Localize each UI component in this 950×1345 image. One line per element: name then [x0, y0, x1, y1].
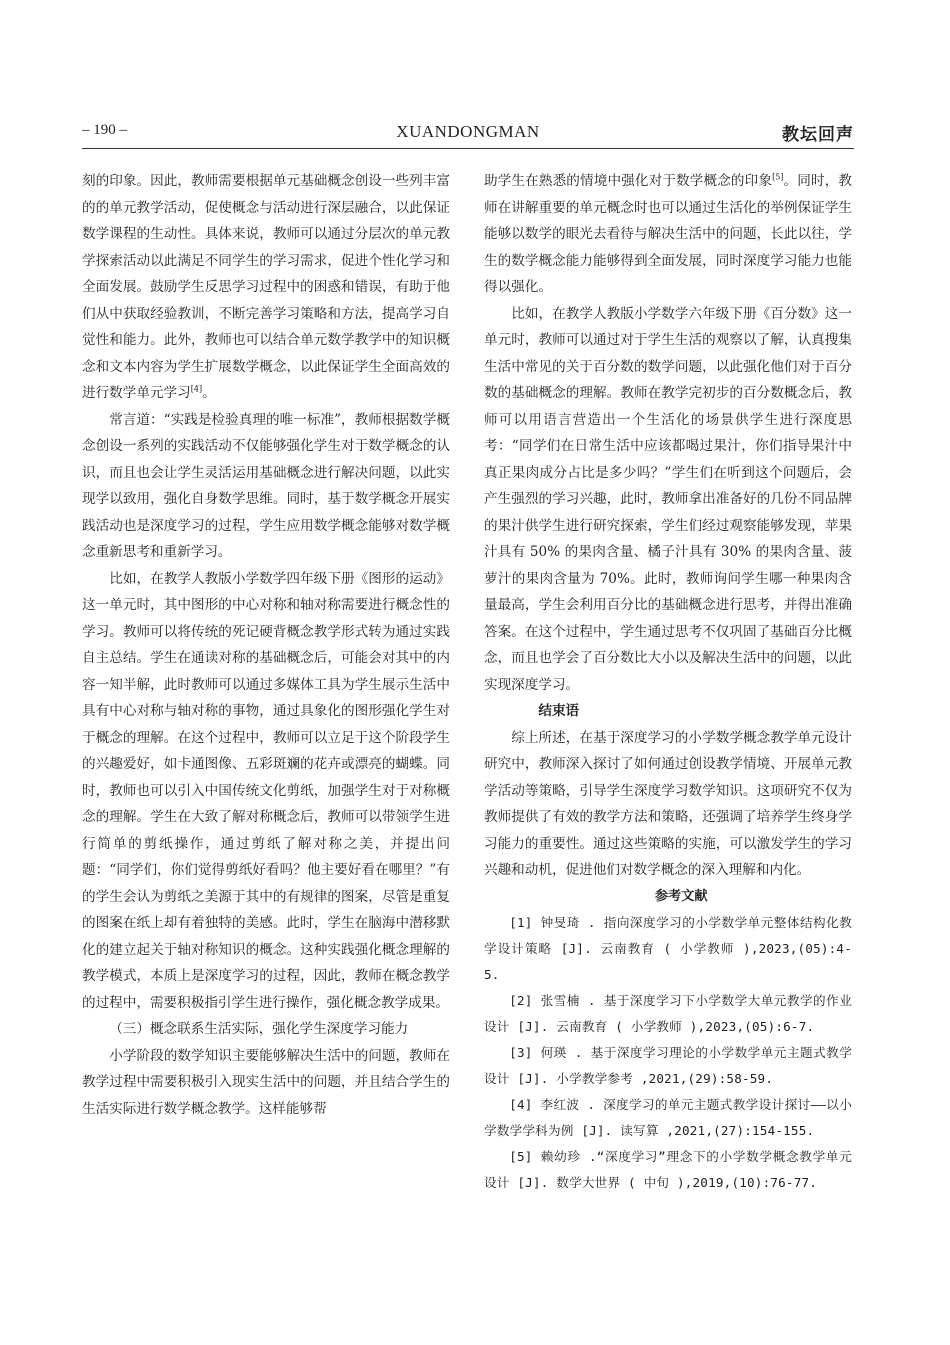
citation: [4]: [190, 384, 203, 394]
paragraph-end: 。: [202, 385, 216, 401]
paragraph: 小学阶段的数学知识主要能够解决生活中的问题，教师在教学过程中需要积极引入现实生活中的问题，并且结合学生的生活实际进行数学概念教学。这样能够帮: [82, 1047, 450, 1117]
paragraph: 综上所述，在基于深度学习的小学数学概念教学单元设计研究中，教师深入探讨了如何通过创设教学情境、开展单元教学活动等策略，引导学生深度学习数学知识。这项研究不仅为教师提供了有效的教学方法和策略，还强调了培养学生终身学习能力的重要性。通过这些策略的实施，可以激发学生的学习兴趣和动机，促进他们对数学概念的深入理解和内化。: [484, 729, 852, 878]
magazine-title: XUANDONGMAN: [396, 122, 540, 141]
conclusion-heading: 结束语: [538, 703, 580, 719]
paragraph: 常言道：“实践是检验真理的唯一标准”，教师根据数学概念创设一系列的实践活动不仅能够强化学生对于数学概念的认识，而且也会让学生灵活运用基础概念进行解决问题，以此实现学以致用，强化自身数学思维。同时，基于数学概念开展实践活动也是深度学习的过程，学生应用数学概念能够对数学概念重新思考和重新学习。: [82, 411, 450, 560]
header-rule: [82, 148, 854, 149]
reference-item: [1] 钟旻琦 . 指向深度学习的小学数学单元整体结构化教学设计策略 [J]. 云南教育 ( 小学教师 ),2023,(05):4-5.: [484, 915, 852, 982]
page-number: – 190 –: [82, 122, 127, 138]
paragraph: 比如，在教学人教版小学数学六年级下册《百分数》这一单元时，教师可以通过对于学生生活的观察以了解，认真搜集生活中常见的关于百分数的数学问题，以此强化他们对于百分数的基础概念的理解。教师在教学完初步的百分数概念后，教师可以用语言营造出一个生活化的场景供学生进行深度思考：“同学们在日常生活中应该都喝过果汁，你们指导果汁中真正果肉成分占比是多少吗？”学生们在听到这个问题后，会产生强烈的学习兴趣，此时，教师拿出准备好的几份不同品牌的果汁供学生进行研究探索，学生们经过观察能够发现，苹果汁具有 50% 的果肉含量、橘子汁具有 30% 的果肉含量、菠萝汁的果肉含量为 70%。此时，教师询问学生哪一种果肉含量最高，学生会利用百分比的基础概念进行思考，并得出准确答案。在这个过程中，学生通过思考不仅巩固了基础百分比概念，而且也学会了百分数比大小以及解决生活中的问题，以此实现深度学习。: [484, 305, 852, 693]
reference-item: [4] 李红波 . 深度学习的单元主题式教学设计探讨——以小学数学学科为例 [J]. 读写算 ,2021,(27):154-155.: [484, 1097, 852, 1138]
subsection-heading: （三）概念联系生活实际，强化学生深度学习能力: [109, 1021, 409, 1037]
paragraph-text: 。同时，教师在讲解重要的单元概念时也可以通过生活化的举例保证学生能够以数学的眼光去看待与解决生活中的问题，长此以往，学生的数学概念能力能够得到全面发展，同时深度学习能力也能得以强化。: [484, 173, 853, 295]
paragraph: [484, 168, 852, 301]
paragraph: [82, 168, 450, 407]
paragraph: 比如，在教学人教版小学数学四年级下册《图形的运动》这一单元时，其中图形的中心对称和轴对称需要进行概念性的学习。教师可以将传统的死记硬背概念教学形式转为通过实践自主总结。学生在通读对称的基础概念后，可能会对其中的内容一知半解，此时教师可以通过多媒体工具为学生展示生活中具有中心对称与轴对称的事物，通过具象化的图形强化学生对于概念的理解。在这个过程中，教师可以立足于这个阶段学生的兴趣爱好，如卡通图像、五彩斑斓的花卉或漂亮的蝴蝶。同时，教师也可以引入中国传统文化剪纸，加强学生对于对称概念的理解。学生在大致了解对称概念后，教师可以带领学生进行简单的剪纸操作，通过剪纸了解对称之美，并提出问题：“同学们，你们觉得剪纸好看吗？他主要好看在哪里？”有的学生会认为剪纸之美源于其中的有规律的图案，尽管是重复的图案在纸上却有着独特的美感。此时，学生在脑海中潜移默化的建立起关于轴对称知识的概念。这种实践强化概念理解的教学模式，本质上是深度学习的过程，因此，教师在概念教学的过程中，需要积极指引学生进行操作，强化概念教学成果。: [82, 570, 450, 1011]
section-title: 教坛回声: [782, 125, 854, 145]
paragraph-text: 刻的印象。因此，教师需要根据单元基础概念创设一些列丰富的的单元教学活动，促使概念与活动进行深层融合，以此保证数学课程的生动性。具体来说，教师可以通过分层次的单元教学探索活动以此满足不同学生的学习需求，促进个性化学习和全面发展。鼓励学生反思学习过程中的困惑和错误，有助于他们从中获取经验教训，不断完善学习策略和方法，提高学习自觉性和能力。此外，教师也可以结合单元数学教学中的知识概念和文本内容为学生扩展数学概念，以此保证学生全面高效的进行数学单元学习: [82, 173, 450, 401]
citation: [5]: [772, 172, 784, 182]
right-column: [484, 168, 852, 1196]
paragraph-text: 助学生在熟悉的情境中强化对于数学概念的印象: [484, 173, 773, 189]
left-column: [82, 168, 450, 1122]
references-heading: 参考文献: [654, 888, 708, 904]
reference-item: [2] 张雪楠 . 基于深度学习下小学数学大单元教学的作业设计 [J]. 云南教育 ( 小学教师 ),2023,(05):6-7.: [484, 993, 852, 1034]
reference-item: [5] 赖幼珍 .“深度学习”理念下的小学数学概念教学单元设计 [J]. 数学大世界 ( 中旬 ),2019,(10):76-77.: [484, 1149, 852, 1190]
reference-item: [3] 何瑛 . 基于深度学习理论的小学数学单元主题式教学设计 [J]. 小学教学参考 ,2021,(29):58-59.: [484, 1045, 852, 1086]
page-header: [82, 122, 854, 148]
